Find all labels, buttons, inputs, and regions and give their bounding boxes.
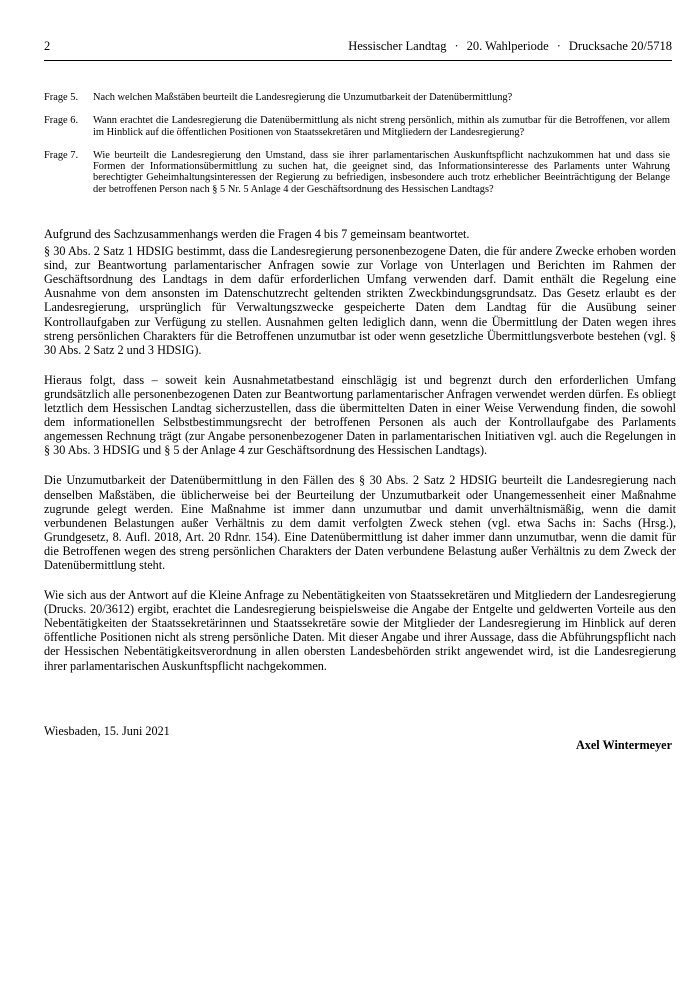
page-number: 2 (44, 39, 51, 53)
answer-intro: Aufgrund des Sachzusammenhangs werden die Fragen 4 bis 7 gemeinsam beantwortet. (44, 227, 470, 241)
question-label: Frage 7. (44, 149, 79, 161)
header-period: 20. Wahlperiode (466, 39, 549, 53)
question-label: Frage 6. (44, 115, 79, 127)
question-item (44, 150, 672, 195)
answer-body (44, 227, 676, 673)
header-separator: · (454, 39, 459, 53)
signatory-name: Axel Wintermeyer (576, 738, 672, 752)
answer-paragraph: Die Unzumutbarkeit der Datenübermittlung in den Fällen des § 30 Abs. 2 Satz 2 HDSIG beurteilt die Landesregierung nach denselben Maßstäben, die üblicherweise bei der Beurteilung der Unzumutbarkeit oder Unangemessenheit einer Maßnahme zugrunde gelegt werden. Eine Maßnahme ist immer dann unzumutbar und damit unverhältnismäßig, wenn die damit verbundenen Belastungen außer Verhältnis zu dem damit verfolgten Zweck stehen (vgl. etwa Sachs in: Sachs (Hrsg.), Grundgesetz, 8. Aufl. 2018, Art. 20 Rdnr. 154). Eine Datenübermittlung ist daher immer dann unzumutbar, wenn die damit für die Betroffenen wegen des streng persönlichen Charakters der Daten verbundene Belastung außer Verhältnis zu dem Zweck der Datenübermittlung steht. (44, 473, 676, 572)
page-header (44, 39, 672, 59)
place-date: Wiesbaden, 15. Juni 2021 (44, 724, 170, 738)
question-item (44, 92, 672, 103)
header-separator: · (556, 39, 561, 53)
answer-paragraph: Wie sich aus der Antwort auf die Kleine Anfrage zu Nebentätigkeiten von Staatssekretären und Mitgliedern der Landesregierung (Drucks. 20/3612) ergibt, erachtet die Landesregierung beispielsweise die Angabe der Entgelte und geldwerten Vorteile aus den Nebentätigkeiten der Staatssekretärinnen und Staatssekretäre sowie der Mitglieder der Landesregierung im Hinblick auf deren öffentliche Positionen nicht als streng persönliche Daten. Mit dieser Angabe und ihrer Aussage, dass die Abführungspflicht nach der Hessischen Nebentätigkeitsverordnung in allen obersten Landesbehörden strikt angewendet wird, ist die Landesregierung ihrer parlamentarischen Auskunftspflicht nachgekommen. (44, 588, 676, 673)
answer-paragraph: § 30 Abs. 2 Satz 1 HDSIG bestimmt, dass die Landesregierung personenbezogene Daten, die für andere Zwecke erhoben worden sind, zur Beantwortung parlamentarischer Anfragen sowie zur Vorlage von Unterlagen und Berichten im Rahmen der Geschäftsordnung des Landtags in dem dafür erforderlichen Umfang verwenden darf. Damit enthält die Regelung eine Ausnahme von dem ansonsten im Datenschutzrecht geltenden strikten Zweckbindungsgrundsatz. Das Gesetz erlaubt es der Landesregierung, ursprünglich für Verwaltungszwecke gespeicherte Daten dem Landtag für die Ausübung seiner Kontrollaufgaben zur Verfügung zu stellen. Ausnahmen gelten lediglich dann, wenn die Übermittlung der Daten wegen ihres streng persönlichen Charakters für die Betroffenen unzumutbar ist oder wenn gesetzliche Übermittlungsverbote bestehen (vgl. § 30 Abs. 2 Satz 2 und 3 HDSIG). (44, 244, 676, 357)
question-label: Frage 5. (44, 92, 79, 103)
header-body: Hessischer Landtag (348, 39, 447, 53)
header-rule (44, 60, 672, 61)
question-text: Wann erachtet die Landesregierung die Datenübermittlung als nicht streng persönlich, mithin als zumutbar für die Betroffenen, vor allem im Hinblick auf die öffentlichen Positionen von Staatssekretären und Mitgliedern der Landesregierung? (93, 115, 670, 138)
question-text: Wie beurteilt die Landesregierung den Umstand, dass sie ihrer parlamentarischen Auskunftspflicht nachzukommen hat und dass sie Formen der Informationsübermittlung zu suchen hat, die geeignet sind, das Informationsinteresse des Parlaments unter Wahrung berechtigter Geheimhaltungsinteressen der Regierung zu befriedigen, insbesondere auch trotz erheblicher Beeinträchtigung der Belange der betroffenen Person nach § 5 Nr. 5 Anlage 4 der Geschäftsordnung des Hessischen Landtags? (93, 149, 670, 195)
running-header (348, 39, 672, 54)
question-text: Nach welchen Maßstäben beurteilt die Landesregierung die Unzumutbarkeit der Datenübermittlung? (93, 92, 513, 103)
question-list (44, 92, 672, 207)
header-drucksache: Drucksache 20/5718 (568, 39, 672, 53)
answer-paragraph: Hieraus folgt, dass – soweit kein Ausnahmetatbestand einschlägig ist und begrenzt durch den erforderlichen Umfang grundsätzlich alle personenbezogenen Daten zur Beantwortung parlamentarischer Anfragen verwendet werden dürfen. Es obliegt letztlich dem Hessischen Landtag sicherzustellen, dass die übermittelten Daten in einer Weise Verwendung finden, die sowohl dem informationellen Selbstbestimmungsrecht der betroffenen Personen als auch der Kontrollaufgabe des Parlaments angemessen Rechnung trägt (zur Angabe personenbezogener Daten in parlamentarischen Initiativen vgl. auch die Regelungen in § 30 Abs. 3 HDSIG und § 5 der Anlage 4 zur Geschäftsordnung des Hessischen Landtags). (44, 372, 676, 458)
question-item (44, 115, 672, 138)
